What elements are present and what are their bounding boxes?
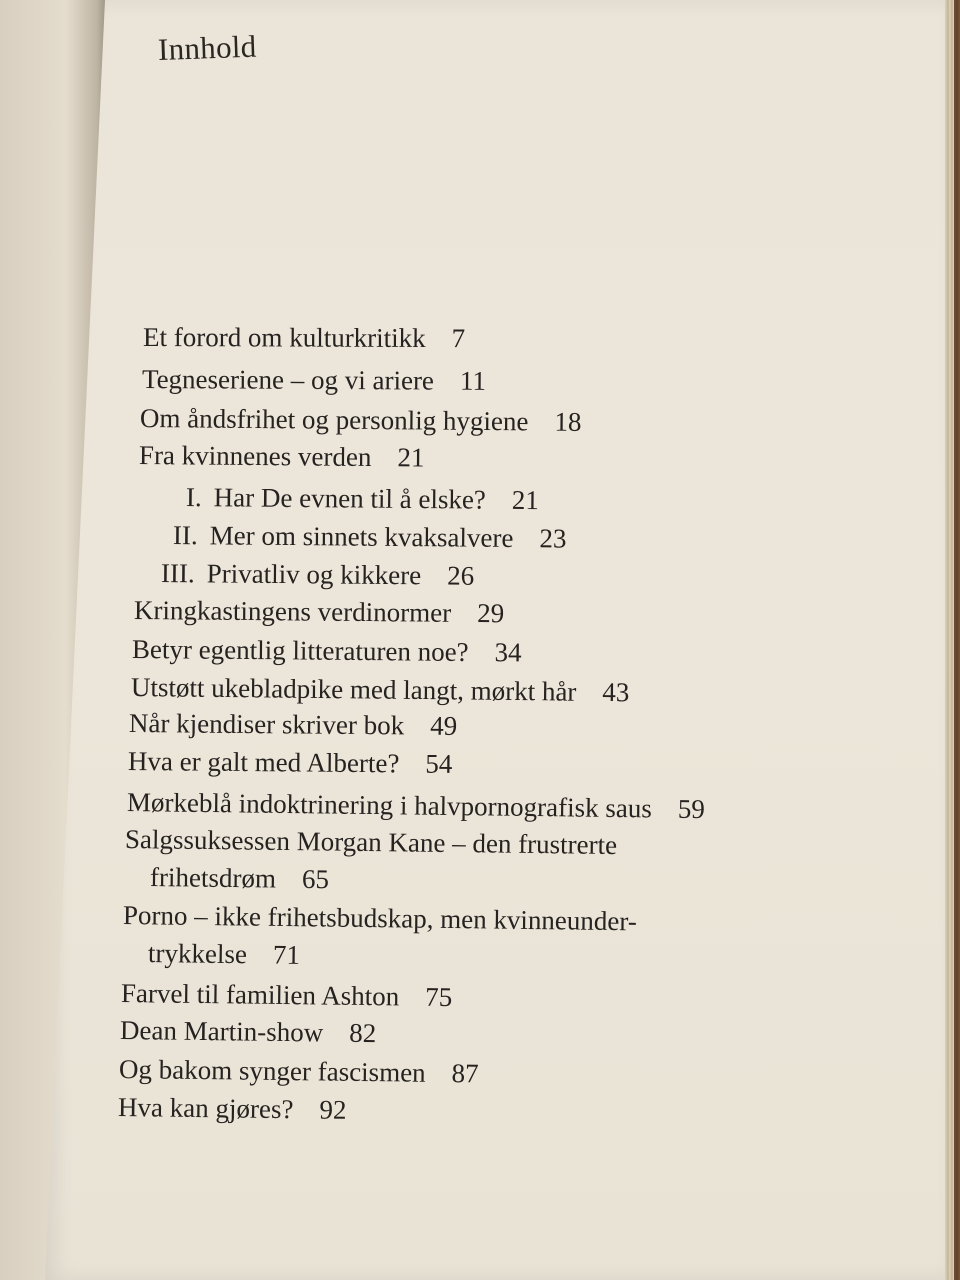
toc-entry-title: Har De evnen til å elske? <box>213 482 486 515</box>
toc-entry-continuation <box>148 940 300 969</box>
toc-entry-title: Hva kan gjøres? <box>117 1092 294 1125</box>
toc-entry-title: trykkelse <box>147 938 248 970</box>
toc-entry-title: frihetsdrøm <box>149 862 277 894</box>
toc-entry-page: 49 <box>430 710 458 741</box>
toc-entry <box>127 789 705 823</box>
toc-entry-page: 43 <box>602 676 630 708</box>
toc-entry-title: Fra kvinnenes verden <box>138 440 372 473</box>
toc-entry-page: 65 <box>301 863 330 895</box>
toc-entry <box>128 748 453 778</box>
toc-entry <box>134 597 504 627</box>
toc-entry-page: 7 <box>451 323 466 354</box>
toc-entry <box>131 674 630 706</box>
toc-entry <box>139 442 425 471</box>
toc-entry-page: 92 <box>319 1094 347 1125</box>
toc-entry-page: 18 <box>554 406 582 437</box>
toc-roman-numeral: III. <box>160 558 195 589</box>
toc-entry <box>140 405 582 436</box>
toc-roman-numeral: I. <box>185 482 202 513</box>
toc-entry-page: 21 <box>511 484 539 516</box>
toc-subentry <box>186 484 539 514</box>
toc-entry-page: 29 <box>477 597 505 629</box>
toc-entry-title: Mer om sinnets kvaksalvere <box>209 520 514 553</box>
toc-entry-title: Farvel til familien Ashton <box>120 978 400 1012</box>
toc-entry-title: Hva er galt med Alberte? <box>127 746 400 779</box>
toc-entry <box>143 324 465 352</box>
toc-subentry <box>173 522 567 552</box>
toc-entry <box>132 636 522 666</box>
toc-entry-page: 54 <box>425 748 453 779</box>
toc-entry-page: 87 <box>451 1058 479 1089</box>
toc-entry-title: Utstøtt ukebladpike med langt, mørkt hår <box>130 672 577 707</box>
toc-entry-page: 26 <box>447 560 475 591</box>
toc-entry-title: Betyr egentlig litteraturen noe? <box>131 634 469 667</box>
toc-entry-title: Tegneseriene – og vi ariere <box>141 364 435 396</box>
toc-entry-title: Om åndsfrihet og personlig hygiene <box>139 403 529 437</box>
toc-entry-title: Mørkeblå indoktrinering i halvpornografisk saus <box>126 787 653 824</box>
toc-entry-page: 59 <box>677 793 706 825</box>
toc-entry-title: Et forord om kulturkritikk <box>142 322 426 353</box>
toc-subentry <box>161 560 474 590</box>
toc-entry-page: 34 <box>494 637 522 668</box>
toc-entry-title: Dean Martin-show <box>119 1015 324 1048</box>
toc-entry <box>129 710 457 740</box>
toc-entry-page: 23 <box>539 523 567 554</box>
toc-heading: Innhold <box>157 28 258 67</box>
toc-entry-page: 82 <box>349 1017 377 1049</box>
toc-entry <box>120 1017 377 1047</box>
toc-entry <box>118 1094 347 1124</box>
toc-entry <box>125 826 617 859</box>
toc-entry-page: 71 <box>272 939 301 970</box>
toc-entry <box>121 980 453 1011</box>
toc-entry-title: Privatliv og kikkere <box>206 558 422 591</box>
toc-entry-title: Og bakom synger fascismen <box>118 1054 426 1088</box>
toc-entry-continuation <box>150 864 329 893</box>
toc-entry <box>123 902 637 935</box>
toc-entry-page: 75 <box>425 981 453 1013</box>
toc-entry-title: Når kjendiser skriver bok <box>128 708 405 741</box>
toc-entry-page: 21 <box>397 442 425 473</box>
toc-entry <box>119 1056 479 1087</box>
toc-entry-title: Porno – ikke frihetsbudskap, men kvinneunder- <box>122 900 638 937</box>
toc-entry-title: Kringkastingens verdinormer <box>133 595 452 628</box>
toc-entry-page: 11 <box>459 365 487 396</box>
toc-entry-title: Salgssuksessen Morgan Kane – den frustrerte <box>124 824 618 861</box>
toc-entry <box>142 366 486 395</box>
toc-roman-numeral: II. <box>172 520 198 551</box>
